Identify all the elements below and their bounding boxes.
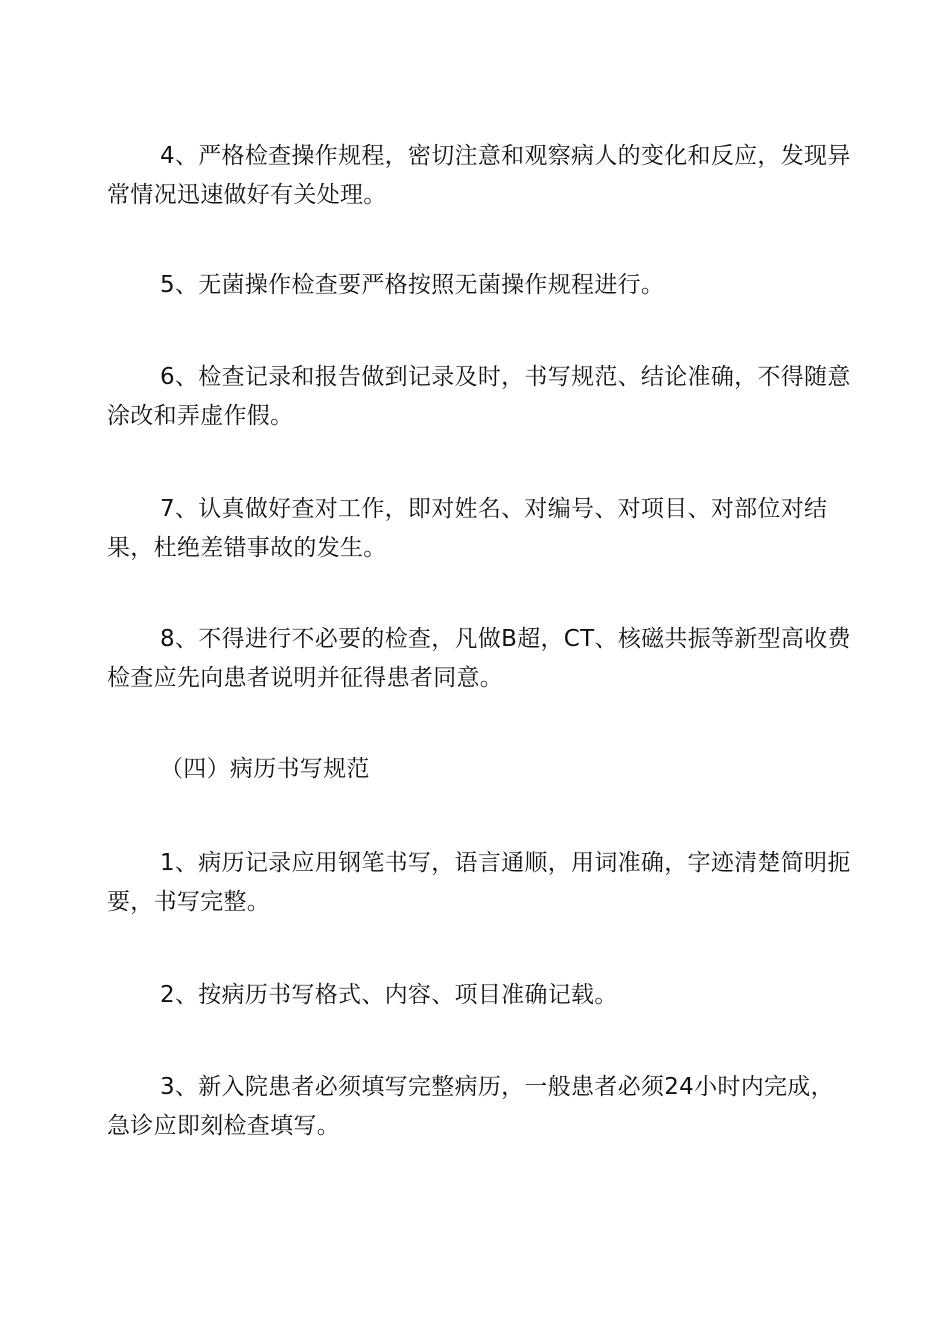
section-heading: （四）病历书写规范 [160, 756, 370, 782]
paragraph-item-5: 5、无菌操作检查要严格按照无菌操作规程进行。 [160, 272, 665, 298]
paragraph-item-6: 6、检查记录和报告做到记录及时，书写规范、结论准确，不得随意涂改和弄虚作假。 [107, 364, 851, 429]
paragraph-item-4: 4、严格检查操作规程，密切注意和观察病人的变化和反应，发现异常情况迅速做好有关处理。 [107, 143, 851, 208]
section-item-1: 1、病历记录应用钢笔书写，语言通顺，用词准确，字迹清楚简明扼要，书写完整。 [107, 850, 851, 915]
paragraph-item-8: 8、不得进行不必要的检查，凡做B超，CT、核磁共振等新型高收费检查应先向患者说明并征得患者同意。 [107, 626, 851, 691]
paragraph-item-7: 7、认真做好查对工作，即对姓名、对编号、对项目、对部位对结果，杜绝差错事故的发生。 [107, 496, 828, 561]
section-item-3: 3、新入院患者必须填写完整病历，一般患者必须24小时内完成，急诊应即刻检查填写。 [107, 1074, 834, 1139]
section-item-2: 2、按病历书写格式、内容、项目准确记载。 [160, 982, 618, 1008]
